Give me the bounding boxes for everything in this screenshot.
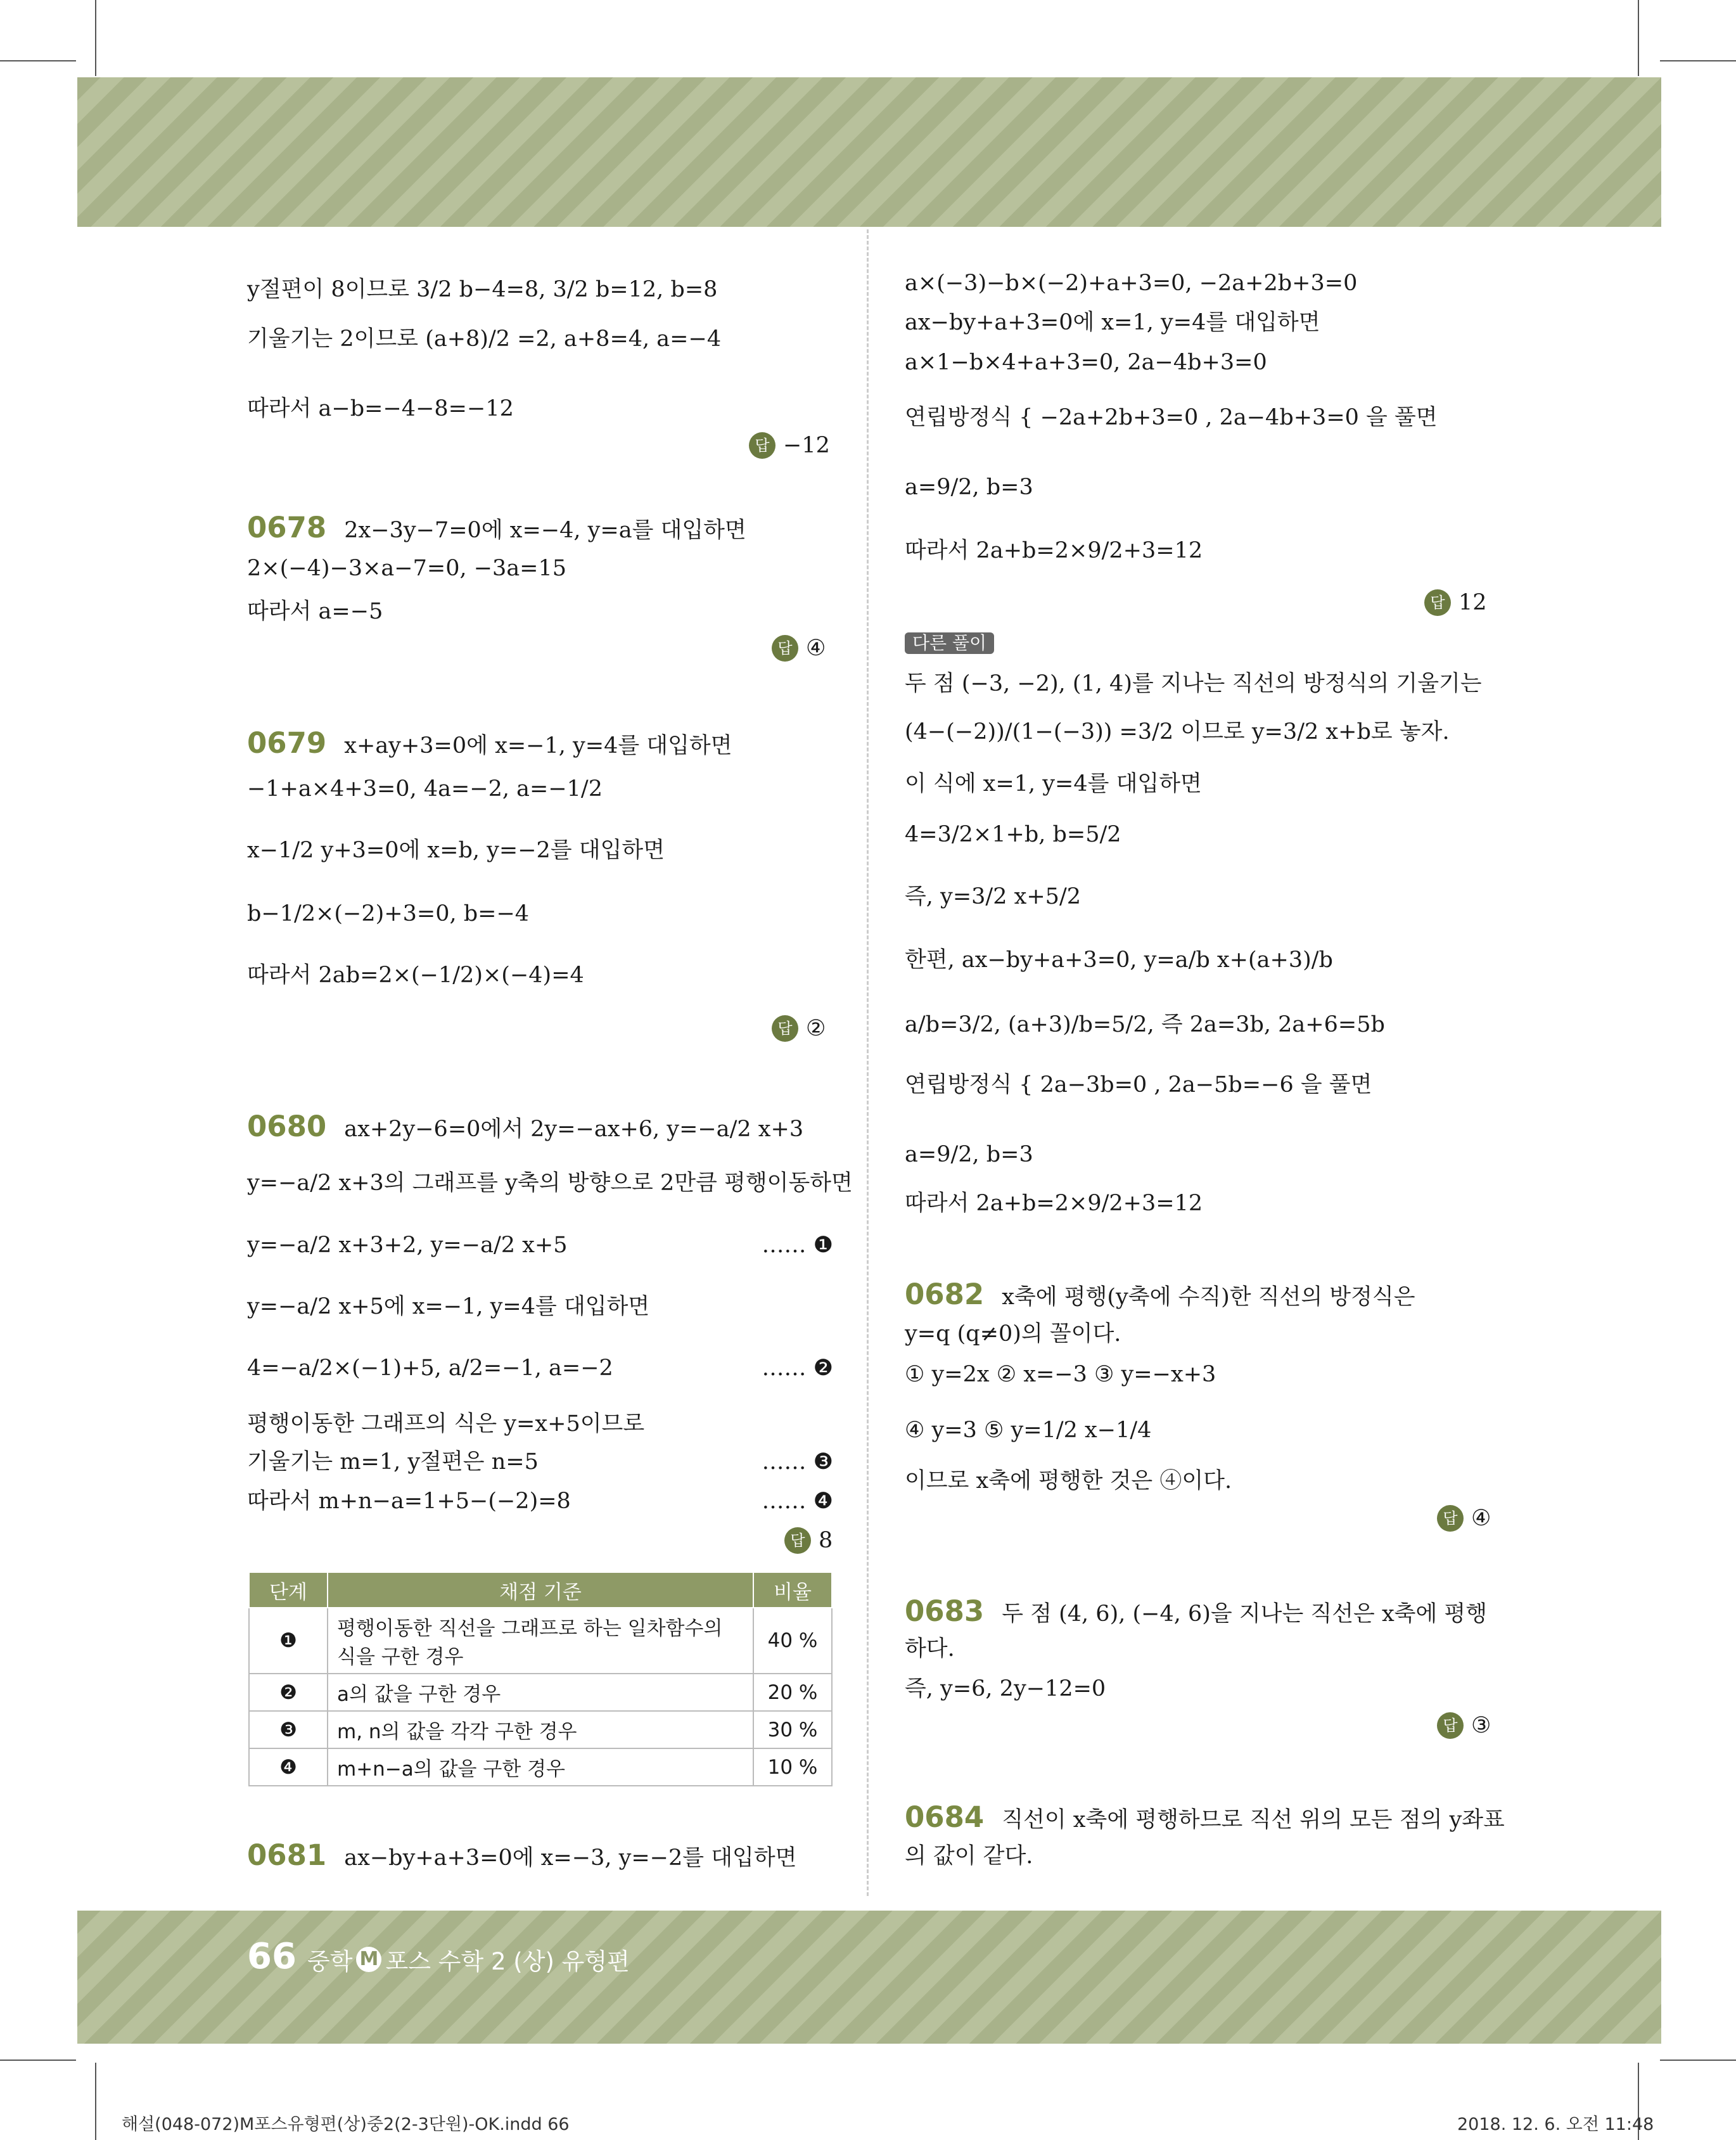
- table-cell-step: ❷: [249, 1674, 328, 1711]
- solution-line: 의 값이 같다.: [905, 1843, 1033, 1869]
- problem-number: 0679: [247, 726, 327, 760]
- solution-line: ① y=2x ② x=−3 ③ y=−x+3: [905, 1362, 1216, 1387]
- alternative-solution-badge: 다른 풀이: [905, 632, 994, 654]
- solution-line: y=−a/2 x+3+2, y=−a/2 x+5: [247, 1233, 568, 1258]
- problem-number: 0678: [247, 511, 327, 544]
- book-title-post: 포스 수학 2 (상) 유형편: [385, 1948, 630, 1975]
- problem-0682: [905, 1280, 1415, 1309]
- problem-number: 0682: [905, 1278, 985, 1311]
- problem-number: 0680: [247, 1110, 327, 1143]
- solution-line: 2x−3y−7=0에 x=−4, y=a를 대입하면: [344, 518, 746, 543]
- crop-mark: [0, 2060, 76, 2061]
- answer-value: ④: [1471, 1505, 1491, 1531]
- table-cell-step: ❸: [249, 1711, 328, 1748]
- table-cell-ratio: 20 %: [753, 1674, 832, 1711]
- solution-line: y=q (q≠0)의 꼴이다.: [905, 1321, 1121, 1347]
- step-marker: …… ❸: [762, 1449, 833, 1475]
- table-row: [249, 1608, 832, 1674]
- table-cell-ratio: 10 %: [753, 1748, 832, 1786]
- solution-line: 두 점 (−3, −2), (1, 4)를 지나는 직선의 방정식의 기울기는: [905, 671, 1482, 696]
- answer-value: ③: [1471, 1712, 1491, 1738]
- solution-line: (4−(−2))/(1−(−3)) =3/2 이므로 y=3/2 x+b로 놓자.: [905, 719, 1450, 745]
- answer-badge-icon: 답: [772, 635, 798, 662]
- table-header: 단계: [249, 1572, 328, 1608]
- answer-badge-icon: 답: [772, 1015, 798, 1042]
- solution-line: ax+2y−6=0에서 2y=−ax+6, y=−a/2 x+3: [344, 1117, 804, 1142]
- table-row: [249, 1748, 832, 1786]
- problem-0683: [905, 1594, 1488, 1628]
- solution-line: 기울기는 2이므로 (a+8)/2 =2, a+8=4, a=−4: [247, 326, 722, 352]
- table-cell-criterion: m+n−a의 값을 구한 경우: [328, 1748, 753, 1786]
- answer: [772, 635, 826, 662]
- solution-line: 4=−a/2×(−1)+5, a/2=−1, a=−2: [247, 1355, 613, 1381]
- solution-line: x+ay+3=0에 x=−1, y=4를 대입하면: [344, 733, 732, 759]
- problem-0680: [247, 1112, 803, 1141]
- solution-line: 4=3/2×1+b, b=5/2: [905, 822, 1121, 847]
- crop-mark: [1660, 60, 1736, 61]
- answer-badge-icon: 답: [1424, 589, 1451, 616]
- solution-line: a=9/2, b=3: [905, 1142, 1033, 1167]
- answer-value: 8: [819, 1527, 833, 1553]
- print-timestamp: 2018. 12. 6. 오전 11:48: [1457, 2115, 1654, 2134]
- step-marker: …… ❹: [762, 1489, 833, 1514]
- solution-line: a×1−b×4+a+3=0, 2a−4b+3=0: [905, 350, 1267, 375]
- book-title-pre: 중학: [307, 1948, 353, 1975]
- problem-0679: [247, 726, 732, 760]
- solution-line: a=9/2, b=3: [905, 475, 1033, 500]
- answer-badge-icon: 답: [1437, 1712, 1464, 1739]
- table-header: 비율: [753, 1572, 832, 1608]
- print-file-name: 해설(048-072)M포스유형편(상)중2(2-3단원)-OK.indd 66: [122, 2115, 570, 2134]
- table-row: [249, 1711, 832, 1748]
- solution-line: y=−a/2 x+5에 x=−1, y=4를 대입하면: [247, 1294, 650, 1319]
- solution-line: 따라서 m+n−a=1+5−(−2)=8: [247, 1489, 571, 1514]
- column-divider: [867, 229, 869, 1896]
- table-cell-criterion: a의 값을 구한 경우: [328, 1674, 753, 1711]
- solution-line: 따라서 2ab=2×(−1/2)×(−4)=4: [247, 963, 584, 988]
- answer-value: ②: [806, 1015, 826, 1041]
- m-logo-icon: M: [356, 1947, 381, 1972]
- answer-value: ④: [806, 635, 826, 661]
- solution-line: 한편, ax−by+a+3=0, y=a/b x+(a+3)/b: [905, 947, 1333, 973]
- crop-mark: [1660, 2060, 1736, 2061]
- problem-0684: [905, 1800, 1505, 1834]
- solution-line: x−1/2 y+3=0에 x=b, y=−2를 대입하면: [247, 838, 665, 863]
- problem-number: 0684: [905, 1800, 985, 1834]
- solution-line: 따라서 2a+b=2×9/2+3=12: [905, 538, 1203, 563]
- solution-line: 2×(−4)−3×a−7=0, −3a=15: [247, 556, 567, 581]
- table-header-row: [249, 1572, 832, 1608]
- solution-line: 이 식에 x=1, y=4를 대입하면: [905, 771, 1202, 797]
- answer: [749, 432, 830, 459]
- answer: [772, 1015, 826, 1042]
- solution-line: a×(−3)−b×(−2)+a+3=0, −2a+2b+3=0: [905, 271, 1358, 296]
- solution-line: 연립방정식 { 2a−3b=0 , 2a−5b=−6 을 풀면: [905, 1072, 1372, 1098]
- solution-line: 따라서 a=−5: [247, 599, 383, 624]
- answer-badge-icon: 답: [1437, 1505, 1464, 1532]
- table-cell-criterion: 평행이동한 직선을 그래프로 하는 일차함수의 식을 구한 경우: [328, 1608, 753, 1674]
- problem-0678: [247, 513, 746, 542]
- answer-badge-icon: 답: [784, 1527, 811, 1554]
- page-number: 66: [247, 1936, 297, 1977]
- solution-line: 하다.: [905, 1636, 955, 1662]
- solution-line: 연립방정식 { −2a+2b+3=0 , 2a−4b+3=0 을 풀면: [905, 405, 1438, 430]
- crop-mark: [95, 0, 96, 76]
- solution-line: ax−by+a+3=0에 x=−3, y=−2를 대입하면: [344, 1845, 797, 1871]
- solution-line: 기울기는 m=1, y절편은 n=5: [247, 1449, 539, 1475]
- solution-line: ④ y=3 ⑤ y=1/2 x−1/4: [905, 1418, 1152, 1443]
- solution-line: 평행이동한 그래프의 식은 y=x+5이므로: [247, 1411, 645, 1437]
- answer-value: 12: [1458, 589, 1487, 615]
- answer: [1437, 1712, 1491, 1739]
- answer: [1437, 1505, 1491, 1532]
- solution-line: 따라서 a−b=−4−8=−12: [247, 396, 514, 421]
- book-title: [307, 1942, 630, 1977]
- crop-mark: [0, 60, 76, 61]
- table-cell-step: ❹: [249, 1748, 328, 1786]
- problem-number: 0681: [247, 1838, 327, 1872]
- answer-badge-icon: 답: [749, 432, 775, 459]
- crop-mark: [95, 2063, 96, 2140]
- footer-band: [77, 1911, 1661, 2044]
- problem-0681: [247, 1838, 797, 1872]
- table-cell-ratio: 30 %: [753, 1711, 832, 1748]
- solution-line: −1+a×4+3=0, 4a=−2, a=−1/2: [247, 776, 603, 802]
- solution-line: 이므로 x축에 평행한 것은 ④이다.: [905, 1468, 1232, 1494]
- table-cell-step: ❶: [249, 1608, 328, 1674]
- crop-mark: [1638, 0, 1639, 76]
- solution-line: b−1/2×(−2)+3=0, b=−4: [247, 901, 530, 926]
- step-marker: …… ❷: [762, 1355, 833, 1381]
- table-header: 채점 기준: [328, 1572, 753, 1608]
- solution-line: x축에 평행(y축에 수직)한 직선의 방정식은: [1002, 1285, 1415, 1310]
- solution-line: y절편이 8이므로 3/2 b−4=8, 3/2 b=12, b=8: [247, 277, 718, 302]
- solution-line: 즉, y=6, 2y−12=0: [905, 1676, 1106, 1701]
- grading-table: [248, 1572, 833, 1786]
- table-row: [249, 1674, 832, 1711]
- header-band: [77, 77, 1661, 227]
- step-marker: …… ❶: [762, 1233, 833, 1258]
- solution-line: ax−by+a+3=0에 x=1, y=4를 대입하면: [905, 310, 1320, 335]
- solution-line: 즉, y=3/2 x+5/2: [905, 884, 1082, 909]
- solution-line: y=−a/2 x+3의 그래프를 y축의 방향으로 2만큼 평행이동하면: [247, 1170, 853, 1196]
- solution-line: 따라서 2a+b=2×9/2+3=12: [905, 1191, 1203, 1216]
- table-cell-criterion: m, n의 값을 각각 구한 경우: [328, 1711, 753, 1748]
- answer-value: −12: [783, 432, 830, 458]
- answer: [784, 1527, 833, 1554]
- problem-number: 0683: [905, 1594, 985, 1628]
- solution-line: 직선이 x축에 평행하므로 직선 위의 모든 점의 y좌표: [1002, 1807, 1505, 1833]
- solution-line: 두 점 (4, 6), (−4, 6)을 지나는 직선은 x축에 평행: [1002, 1601, 1488, 1627]
- table-cell-ratio: 40 %: [753, 1608, 832, 1674]
- answer: [1424, 589, 1487, 616]
- solution-line: a/b=3/2, (a+3)/b=5/2, 즉 2a=3b, 2a+6=5b: [905, 1012, 1385, 1037]
